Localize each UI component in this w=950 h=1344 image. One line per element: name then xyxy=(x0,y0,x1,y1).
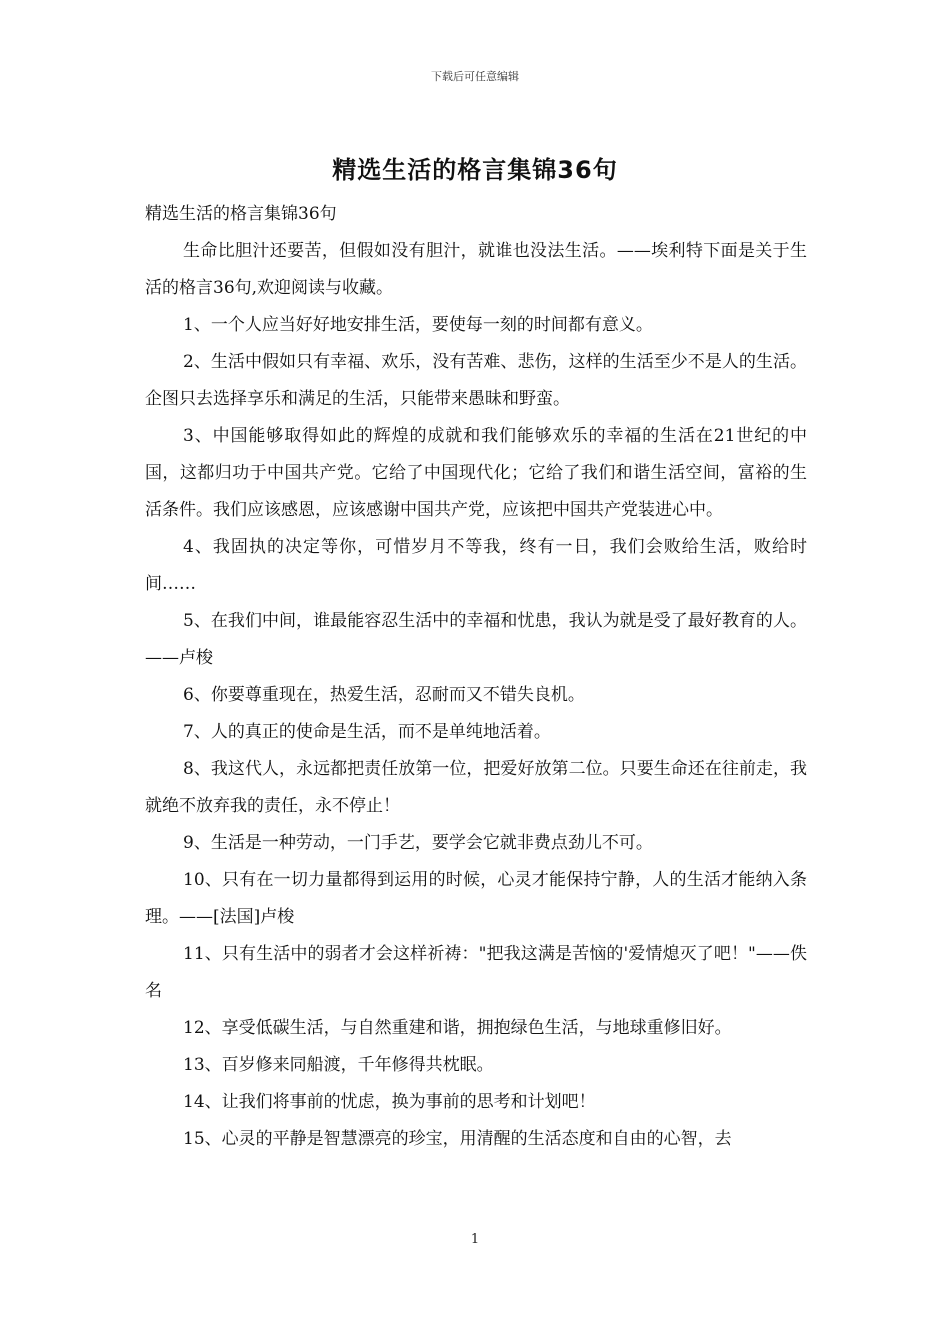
list-item: 8、我这代人，永远都把责任放第一位，把爱好放第二位。只要生命还在往前走，我就绝不放弃我的责任，永不停止！ xyxy=(145,759,807,816)
list-item: 12、享受低碳生活，与自然重建和谐，拥抱绿色生活，与地球重修旧好。 xyxy=(183,1018,732,1038)
list-item: 11、只有生活中的弱者才会这样祈祷："把我这满是苦恼的'爱情熄灭了吧！"——佚名 xyxy=(145,944,807,1001)
document-body xyxy=(145,196,807,1158)
list-item: 15、心灵的平静是智慧漂亮的珍宝，用清醒的生活态度和自由的心智，去 xyxy=(183,1129,732,1149)
page-number: 1 xyxy=(470,1232,480,1247)
list-item: 3、中国能够取得如此的辉煌的成就和我们能够欢乐的幸福的生活在21世纪的中国，这都归功于中国共产党。它给了中国现代化；它给了我们和谐生活空间，富裕的生活条件。我们应该感恩，应该感谢中国共产党，应该把中国共产党装进心中。 xyxy=(145,426,807,520)
list-item: 2、生活中假如只有幸福、欢乐，没有苦难、悲伤，这样的生活至少不是人的生活。企图只去选择享乐和满足的生活，只能带来愚昧和野蛮。 xyxy=(145,352,807,409)
document-subtitle: 精选生活的格言集锦36句 xyxy=(145,204,337,224)
list-item: 5、在我们中间，谁最能容忍生活中的幸福和忧患，我认为就是受了最好教育的人。——卢梭 xyxy=(145,611,807,668)
list-item: 10、只有在一切力量都得到运用的时候，心灵才能保持宁静，人的生活才能纳入条理。——[法国]卢梭 xyxy=(145,870,807,927)
intro-paragraph: 生命比胆汁还要苦，但假如没有胆汁，就谁也没法生活。——埃利特下面是关于生活的格言36句,欢迎阅读与收藏。 xyxy=(145,241,807,298)
list-item: 1、一个人应当好好地安排生活，要使每一刻的时间都有意义。 xyxy=(183,315,653,335)
list-item: 13、百岁修来同船渡，千年修得共枕眠。 xyxy=(183,1055,494,1075)
list-item: 7、人的真正的使命是生活，而不是单纯地活着。 xyxy=(183,722,551,742)
list-item: 4、我固执的决定等你，可惜岁月不等我，终有一日，我们会败给生活，败给时间…… xyxy=(145,537,807,594)
page-header-note: 下载后可任意编辑 xyxy=(431,70,519,83)
list-item: 14、让我们将事前的忧虑，换为事前的思考和计划吧！ xyxy=(183,1092,596,1112)
list-item: 6、你要尊重现在，热爱生活，忍耐而又不错失良机。 xyxy=(183,685,585,705)
document-title: 精选生活的格言集锦36句 xyxy=(332,156,618,184)
list-item: 9、生活是一种劳动，一门手艺，要学会它就非费点劲儿不可。 xyxy=(183,833,653,853)
